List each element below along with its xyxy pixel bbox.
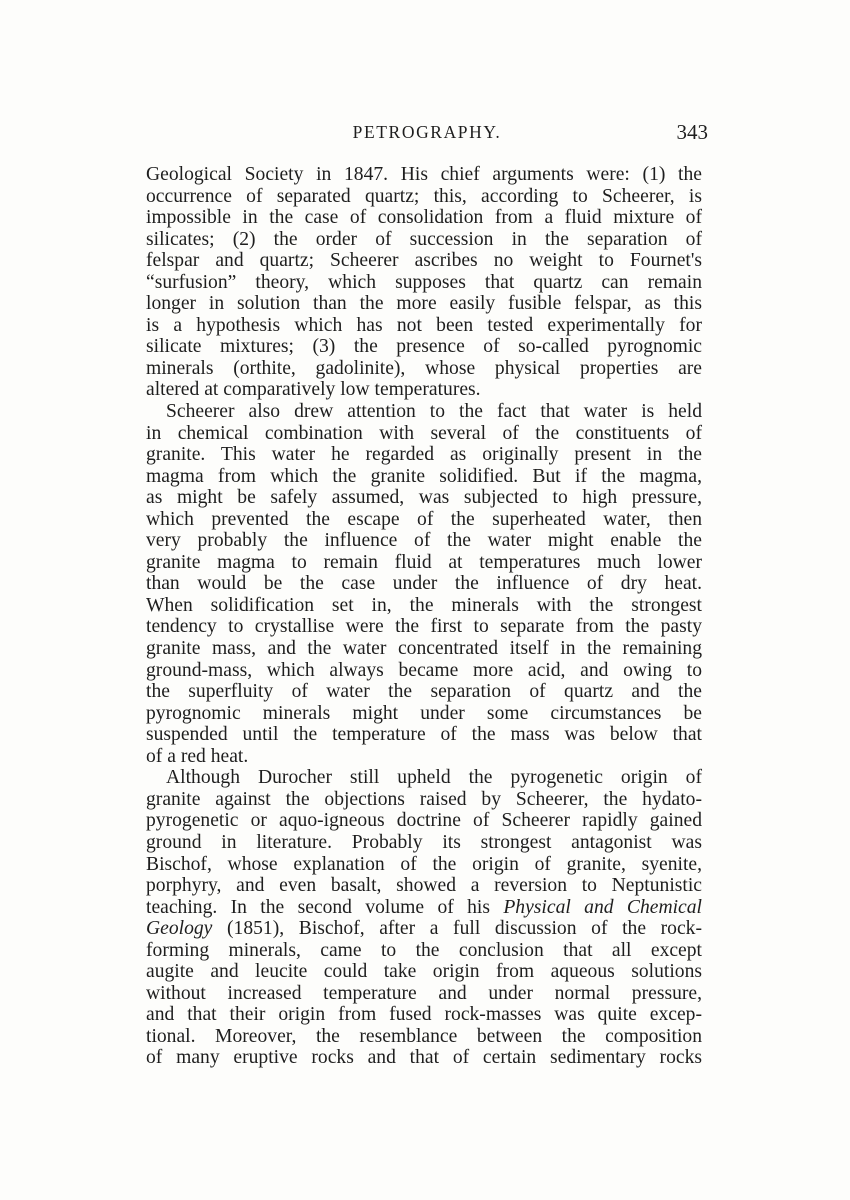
running-title: PETROGRAPHY. (352, 122, 502, 142)
text-line (146, 509, 702, 531)
line-text: as might be safely assumed, was subjected to high pressure, (146, 487, 702, 509)
line-text: tional. Moreover, the resemblance between the composition (146, 1025, 702, 1047)
line-text: of many eruptive rocks and that of certain sedimentary rocks (146, 1047, 702, 1069)
body-text (146, 164, 702, 1069)
line-text: pyrogenetic or aquo-igneous doctrine of Scheerer rapidly gained (146, 810, 702, 832)
line-text: granite. This water he regarded as originally present in the (146, 444, 702, 466)
line-text: and that their origin from fused rock-masses was quite excep- (146, 1004, 702, 1026)
text-line (146, 638, 702, 660)
text-line (146, 767, 702, 789)
text-line (146, 832, 702, 854)
line-text: Although Durocher still upheld the pyrogenetic origin of (166, 767, 702, 789)
line-text: altered at comparatively low temperatures. (146, 379, 481, 401)
text-line (146, 272, 702, 294)
text-line (146, 810, 702, 832)
line-text: of a red heat. (146, 745, 249, 767)
line-text: in chemical combination with several of the constituents of (146, 422, 702, 444)
text-line (146, 983, 702, 1005)
text-line (146, 616, 702, 638)
line-text: granite mass, and the water concentrated itself in the remaining (146, 638, 702, 660)
line-text: silicate mixtures; (3) the presence of so-called pyrognomic (146, 336, 702, 358)
line-text: impossible in the case of consolidation from a fluid mixture of (146, 207, 702, 229)
line-text: silicates; (2) the order of succession in the separation of (146, 228, 702, 250)
line-text: granite magma to remain fluid at temperatures much lower (146, 551, 702, 573)
text-line (146, 229, 702, 251)
text-line (146, 164, 702, 186)
text-line (146, 746, 702, 768)
text-line (146, 487, 702, 509)
text-line (146, 336, 702, 358)
line-text: occurrence of separated quartz; this, according to Scheerer, is (146, 185, 702, 207)
line-text: Scheerer also drew attention to the fact that water is held (166, 401, 702, 423)
text-line (146, 552, 702, 574)
text-line (146, 444, 702, 466)
line-text: augite and leucite could take origin from aqueous solutions (146, 961, 702, 983)
line-text: granite against the objections raised by Scheerer, the hydato- (146, 788, 702, 810)
text-line (146, 379, 702, 401)
text-line (146, 1026, 702, 1048)
text-line (146, 358, 702, 380)
line-text: without increased temperature and under normal pressure, (146, 982, 702, 1004)
text-line (146, 660, 702, 682)
text-line (146, 466, 702, 488)
line-text: the superfluity of water the separation of quartz and the (146, 681, 702, 703)
line-text: (1851), Bischof, after a full discussion of the rock- (212, 918, 702, 940)
text-line (146, 854, 702, 876)
text-line (146, 530, 702, 552)
italic-title-text: Geology (146, 918, 213, 940)
line-text: is a hypothesis which has not been tested experimentally for (146, 314, 702, 336)
text-line (146, 940, 702, 962)
line-text: magma from which the granite solidified. But if the magma, (146, 465, 702, 487)
text-line (146, 681, 702, 703)
line-text: longer in solution than the more easily fusible felspar, as this (146, 293, 702, 315)
text-line (146, 789, 702, 811)
text-line (146, 875, 702, 897)
line-text: Geological Society in 1847. His chief arguments were: (1) the (146, 164, 702, 185)
line-text: minerals (orthite, gadolinite), whose physical properties are (146, 357, 702, 379)
text-line (146, 250, 702, 272)
line-text: felspar and quartz; Scheerer ascribes no weight to Fournet's (146, 250, 702, 272)
running-head (146, 118, 708, 146)
text-line (146, 703, 702, 725)
text-line (146, 595, 702, 617)
text-line (146, 401, 702, 423)
text-line (146, 1047, 702, 1069)
text-line (146, 293, 702, 315)
line-text: which prevented the escape of the superheated water, then (146, 508, 702, 530)
line-text: suspended until the temperature of the mass was below that (146, 724, 702, 746)
line-text: ground-mass, which always became more acid, and owing to (146, 659, 702, 681)
text-line (146, 186, 702, 208)
line-text: porphyry, and even basalt, showed a reversion to Neptunistic (146, 875, 702, 897)
line-text: tendency to crystallise were the first to separate from the pasty (146, 616, 702, 638)
page-number: 343 (676, 120, 708, 144)
text-line (146, 1004, 702, 1026)
text-line (146, 423, 702, 445)
text-line (146, 918, 702, 940)
line-text: than would be the case under the influence of dry heat. (146, 573, 702, 595)
line-text: very probably the influence of the water might enable the (146, 530, 702, 552)
text-line (146, 961, 702, 983)
line-text: “surfusion” theory, which supposes that quartz can remain (146, 271, 702, 293)
text-line (146, 724, 702, 746)
italic-title-text: Physical and Chemical (503, 896, 702, 918)
text-line (146, 897, 702, 919)
line-text: ground in literature. Probably its strongest antagonist was (146, 831, 702, 853)
text-line (146, 207, 702, 229)
text-line (146, 573, 702, 595)
line-text: forming minerals, came to the conclusion that all except (146, 939, 702, 961)
text-line (146, 315, 702, 337)
line-text: Bischof, whose explanation of the origin of granite, syenite, (146, 853, 702, 875)
line-text: When solidification set in, the minerals with the strongest (146, 594, 702, 616)
line-text: pyrognomic minerals might under some circumstances be (146, 702, 702, 724)
line-text: teaching. In the second volume of his (146, 896, 504, 918)
